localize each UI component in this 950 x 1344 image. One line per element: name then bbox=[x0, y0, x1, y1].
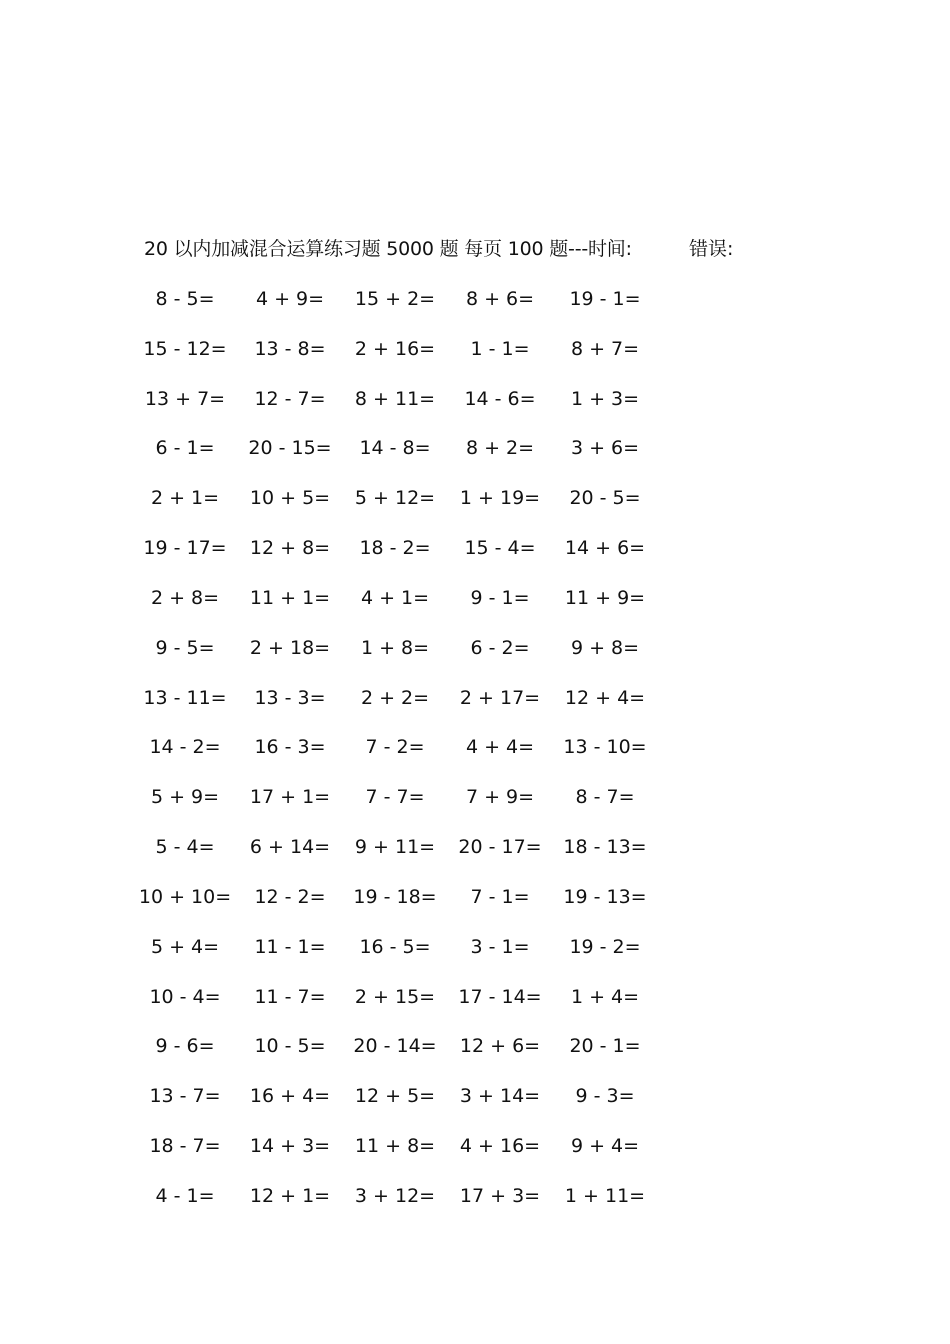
problem-row bbox=[0, 485, 950, 535]
problem-item: 6 + 14= bbox=[249, 836, 331, 859]
problem-item: 4 + 1= bbox=[360, 586, 430, 609]
problem-item: 16 - 3= bbox=[254, 736, 326, 759]
problem-item: 11 - 7= bbox=[254, 985, 326, 1008]
problem-item: 14 + 6= bbox=[564, 537, 646, 560]
problem-item: 5 + 9= bbox=[150, 786, 220, 809]
errors-label: 错误: bbox=[689, 238, 734, 260]
problem-item: 11 + 1= bbox=[249, 586, 331, 609]
problem-item: 20 - 1= bbox=[569, 1035, 641, 1058]
problem-item: 9 - 5= bbox=[155, 636, 215, 659]
problem-item: 2 + 17= bbox=[459, 686, 541, 709]
problem-item: 13 - 7= bbox=[149, 1085, 221, 1108]
problem-row bbox=[0, 635, 950, 685]
problem-item: 14 - 6= bbox=[464, 387, 536, 410]
problem-item: 14 - 8= bbox=[359, 437, 431, 460]
problem-item: 4 - 1= bbox=[155, 1184, 215, 1207]
problem-item: 9 - 1= bbox=[470, 586, 530, 609]
problem-item: 18 - 7= bbox=[149, 1135, 221, 1158]
problem-item: 13 - 8= bbox=[254, 337, 326, 360]
problem-item: 7 - 2= bbox=[365, 736, 425, 759]
problem-item: 12 - 2= bbox=[254, 885, 326, 908]
problem-item: 2 + 2= bbox=[360, 686, 430, 709]
problem-item: 1 + 11= bbox=[564, 1184, 646, 1207]
problem-item: 19 - 18= bbox=[353, 885, 437, 908]
problem-item: 11 + 8= bbox=[354, 1135, 436, 1158]
problem-row bbox=[0, 386, 950, 436]
problem-item: 9 + 4= bbox=[570, 1135, 640, 1158]
problem-row bbox=[0, 1183, 950, 1233]
problem-item: 4 + 16= bbox=[459, 1135, 541, 1158]
problem-row bbox=[0, 834, 950, 884]
problem-item: 19 - 1= bbox=[569, 288, 641, 310]
problem-item: 14 + 3= bbox=[249, 1135, 331, 1158]
problem-item: 12 + 6= bbox=[459, 1035, 541, 1058]
problem-item: 6 - 1= bbox=[155, 437, 215, 460]
problem-item: 15 - 4= bbox=[464, 537, 536, 560]
problem-row bbox=[0, 535, 950, 585]
problem-item: 8 + 6= bbox=[465, 288, 535, 310]
problem-row bbox=[0, 336, 950, 386]
problem-row bbox=[0, 585, 950, 635]
problem-item: 2 + 16= bbox=[354, 337, 436, 360]
problem-item: 15 - 12= bbox=[143, 337, 227, 360]
problem-item: 8 + 7= bbox=[570, 337, 640, 360]
problem-row bbox=[0, 1033, 950, 1083]
problem-item: 16 + 4= bbox=[249, 1085, 331, 1108]
problem-item: 4 + 9= bbox=[255, 288, 325, 310]
problem-item: 18 - 13= bbox=[563, 836, 647, 859]
problem-item: 13 - 3= bbox=[254, 686, 326, 709]
problem-item: 2 + 1= bbox=[150, 487, 220, 510]
problem-item: 19 - 13= bbox=[563, 885, 647, 908]
problem-item: 1 + 3= bbox=[570, 387, 640, 410]
problem-item: 14 - 2= bbox=[149, 736, 221, 759]
problem-item: 5 + 4= bbox=[150, 935, 220, 958]
problem-item: 17 - 14= bbox=[458, 985, 542, 1008]
problem-item: 2 + 15= bbox=[354, 985, 436, 1008]
problem-item: 13 - 10= bbox=[563, 736, 647, 759]
problem-row bbox=[0, 934, 950, 984]
problem-item: 10 - 4= bbox=[149, 985, 221, 1008]
problem-item: 12 + 5= bbox=[354, 1085, 436, 1108]
problem-item: 1 + 4= bbox=[570, 985, 640, 1008]
problem-item: 6 - 2= bbox=[470, 636, 530, 659]
problem-item: 1 + 8= bbox=[360, 636, 430, 659]
problem-row bbox=[0, 984, 950, 1034]
problem-item: 7 - 1= bbox=[470, 885, 530, 908]
problem-item: 3 + 12= bbox=[354, 1184, 436, 1207]
problem-item: 8 - 7= bbox=[575, 786, 635, 809]
problem-item: 12 - 7= bbox=[254, 387, 326, 410]
problem-item: 1 + 19= bbox=[459, 487, 541, 510]
problem-item: 8 + 2= bbox=[465, 437, 535, 460]
problem-item: 4 + 4= bbox=[465, 736, 535, 759]
problem-item: 17 + 1= bbox=[249, 786, 331, 809]
problem-item: 2 + 18= bbox=[249, 636, 331, 659]
problem-item: 9 + 11= bbox=[354, 836, 436, 859]
problem-item: 16 - 5= bbox=[359, 935, 431, 958]
problem-row bbox=[0, 734, 950, 784]
problem-item: 9 - 6= bbox=[155, 1035, 215, 1058]
problem-item: 12 + 4= bbox=[564, 686, 646, 709]
problem-row bbox=[0, 884, 950, 934]
problem-item: 11 - 1= bbox=[254, 935, 326, 958]
problem-item: 5 + 12= bbox=[354, 487, 436, 510]
problem-item: 9 + 8= bbox=[570, 636, 640, 659]
problem-item: 19 - 2= bbox=[569, 935, 641, 958]
problem-item: 10 + 10= bbox=[138, 885, 232, 908]
problem-item: 10 + 5= bbox=[249, 487, 331, 510]
problem-item: 3 + 6= bbox=[570, 437, 640, 460]
problem-item: 19 - 17= bbox=[143, 537, 227, 560]
problem-item: 11 + 9= bbox=[564, 586, 646, 609]
problem-item: 3 + 14= bbox=[459, 1085, 541, 1108]
problem-item: 10 - 5= bbox=[254, 1035, 326, 1058]
problem-item: 2 + 8= bbox=[150, 586, 220, 609]
problem-item: 8 + 11= bbox=[354, 387, 436, 410]
problem-row bbox=[0, 784, 950, 834]
problem-row bbox=[0, 1133, 950, 1183]
problem-item: 20 - 14= bbox=[353, 1035, 437, 1058]
worksheet-title: 20 以内加减混合运算练习题 5000 题 每页 100 题---时间: bbox=[144, 238, 632, 260]
problem-item: 20 - 5= bbox=[569, 487, 641, 510]
problem-grid bbox=[0, 286, 950, 1233]
problem-row bbox=[0, 435, 950, 485]
problem-item: 18 - 2= bbox=[359, 537, 431, 560]
problem-row bbox=[0, 286, 950, 336]
problem-item: 20 - 15= bbox=[248, 437, 332, 460]
problem-item: 20 - 17= bbox=[458, 836, 542, 859]
problem-item: 3 - 1= bbox=[470, 935, 530, 958]
problem-item: 17 + 3= bbox=[459, 1184, 541, 1207]
problem-item: 5 - 4= bbox=[155, 836, 215, 859]
problem-item: 15 + 2= bbox=[354, 288, 436, 310]
problem-item: 12 + 1= bbox=[249, 1184, 331, 1207]
problem-item: 12 + 8= bbox=[249, 537, 331, 560]
problem-row bbox=[0, 685, 950, 735]
problem-item: 13 - 11= bbox=[143, 686, 227, 709]
problem-item: 7 + 9= bbox=[465, 786, 535, 809]
problem-row bbox=[0, 1083, 950, 1133]
problem-item: 9 - 3= bbox=[575, 1085, 635, 1108]
problem-item: 13 + 7= bbox=[144, 387, 226, 410]
problem-item: 8 - 5= bbox=[155, 288, 215, 310]
problem-item: 1 - 1= bbox=[470, 337, 530, 360]
problem-item: 7 - 7= bbox=[365, 786, 425, 809]
